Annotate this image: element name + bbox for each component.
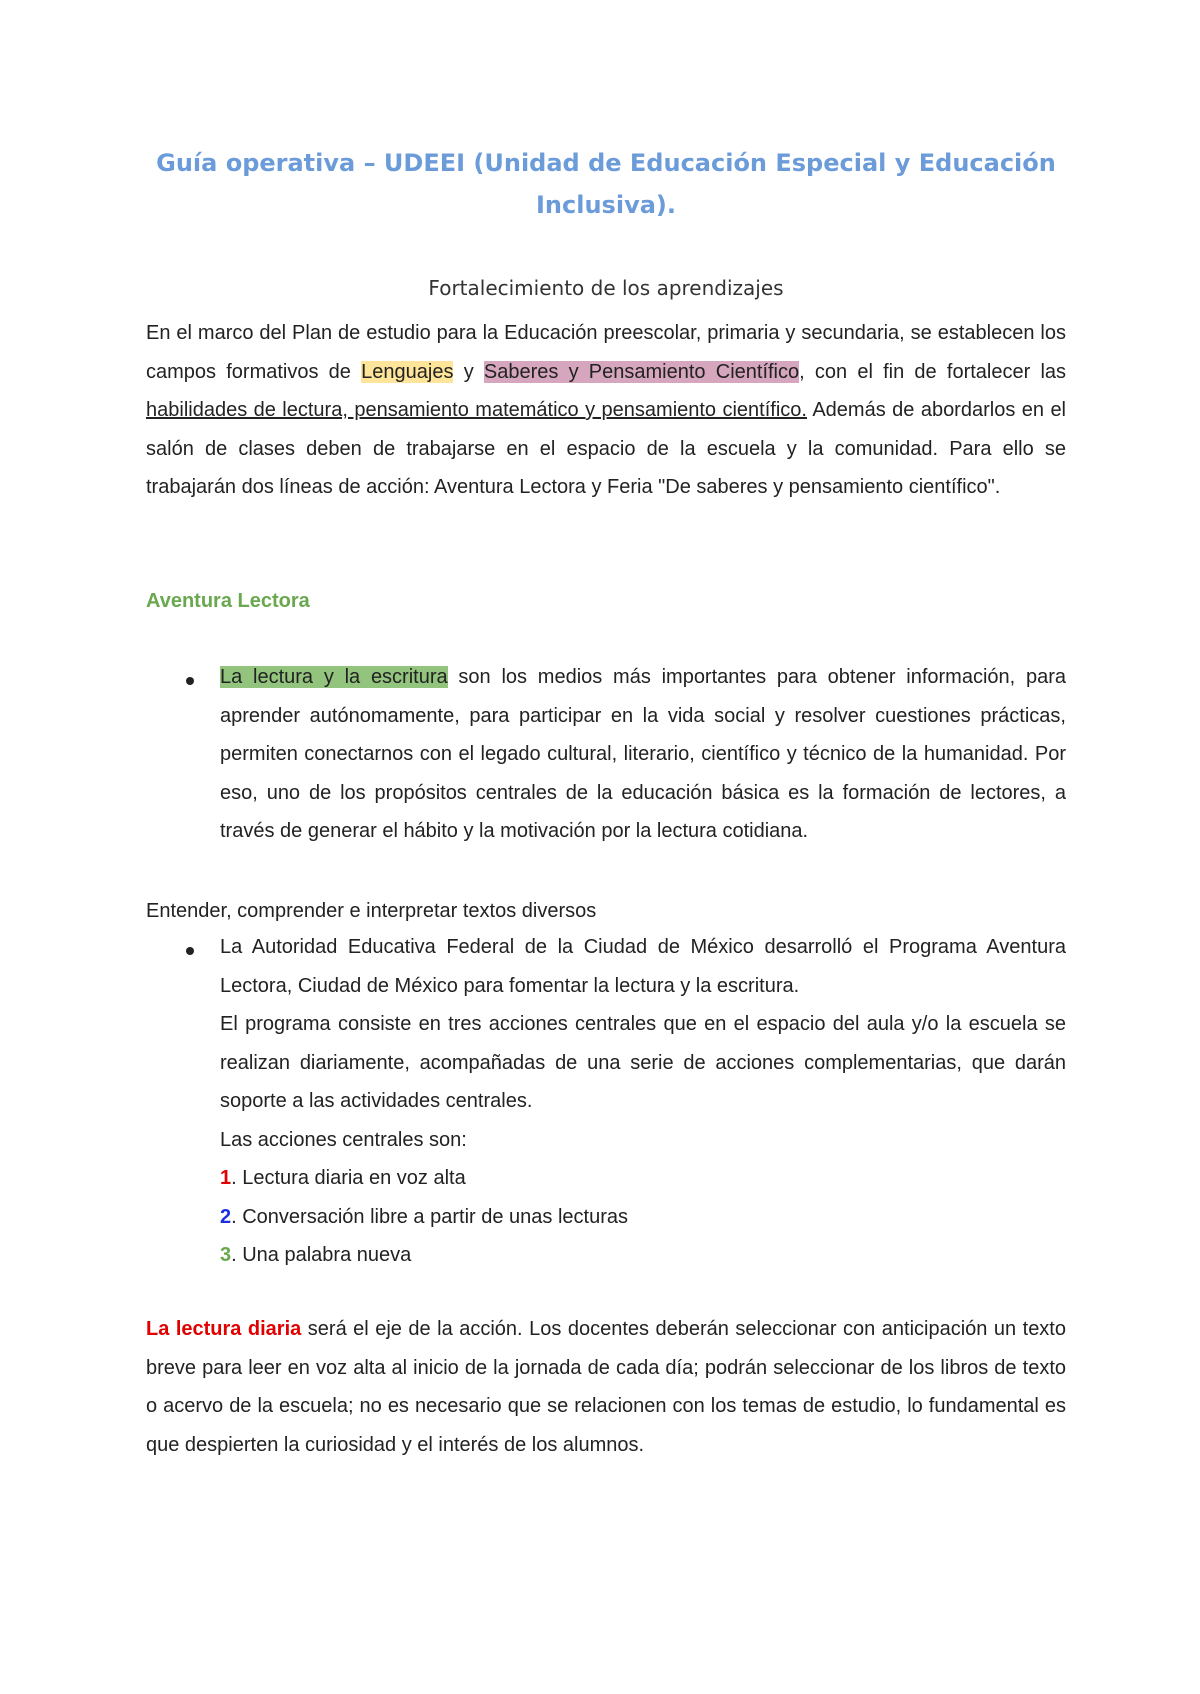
intro-text-4: Además de abordarlos en el salón de clases deben de trabajarse en el espacio de la escuela y la comunidad. Para ello se trabajarán dos líneas de acción: Aventura Lectora y Feria "De saberes y pensamiento científico". [146,399,1067,498]
action-text: . Lectura diaria en voz alta [231,1167,466,1189]
closing-text: será el eje de la acción. Los docentes deberán seleccionar con anticipación un texto breve para leer en voz alta al inicio de la jornada de cada día; podrán seleccionar de los libros de texto o acervo de la escuela; no es necesario que se relacionen con los temas de estudio, lo fundamental es que despierten la curiosidad y el interés de los alumnos. [146,1318,1066,1456]
action-item-3 [220,1236,1066,1275]
underlined-skills: habilidades de lectura, pensamiento matemático y pensamiento científico. [146,399,807,421]
highlight-lenguajes: Lenguajes [361,360,454,383]
action-text: . Una palabra nueva [231,1244,412,1266]
plain-line: Entender, comprender e interpretar textos diversos [146,900,597,922]
action-number: 1 [220,1167,232,1189]
bullet-2-para-3: Las acciones centrales son: [220,1128,467,1151]
bullet-paragraph-1 [220,658,1066,851]
action-number: 2 [220,1205,232,1228]
document-title: Guía operativa – UDEEI (Unidad de Educación Especial y Educación Inclusiva). [156,149,1056,219]
bullet-1-text: son los medios más importantes para obtener información, para aprender autónomamente, para participar en la vida social y resolver cuestiones prácticas, permiten conectarnos con el legado cultural, literario, científico y técnico de la humanidad. Por eso, uno de los propósitos centrales de la educación básica es la formación de lectores, a través de generar el hábito y la motivación por la lectura cotidiana. [220,666,1067,842]
action-item-1 [220,1159,1066,1198]
intro-paragraph [146,314,1066,507]
bullet-dot-icon [186,677,194,685]
intro-text-1: En el marco del Plan de estudio para la Educación preescolar, primaria y secundaria, se establecen los campos formativos de [146,322,1066,383]
action-text: . Conversación libre a partir de unas lecturas [231,1205,628,1228]
intro-text-3: , con el fin de fortalecer las [799,360,1067,383]
lectura-diaria-label: La lectura diaria [146,1318,302,1340]
document-subtitle: Fortalecimiento de los aprendizajes [428,276,784,300]
highlight-lectura-escritura: La lectura y la escritura [220,666,448,688]
bullet-2-para-1: La Autoridad Educativa Federal de la Ciudad de México desarrolló el Programa Aventura Lectora, Ciudad de México para fomentar la lectura y la escritura. [220,936,1066,997]
bullet-paragraph-2 [220,928,1066,1275]
intro-text-2: y [463,360,474,383]
bullet-2-para-2: El programa consiste en tres acciones centrales que en el espacio del aula y/o la escuela se realizan diariamente, acompañadas de una serie de acciones complementarias, que darán soporte a las actividades centrales. [220,1013,1066,1112]
action-number: 3 [220,1244,232,1266]
section-heading-aventura-lectora: Aventura Lectora [146,590,310,612]
action-item-2 [220,1198,1066,1237]
bullet-dot-icon [186,947,194,955]
highlight-saberes: Saberes y Pensamiento Científico [483,360,800,383]
closing-paragraph [146,1310,1066,1464]
